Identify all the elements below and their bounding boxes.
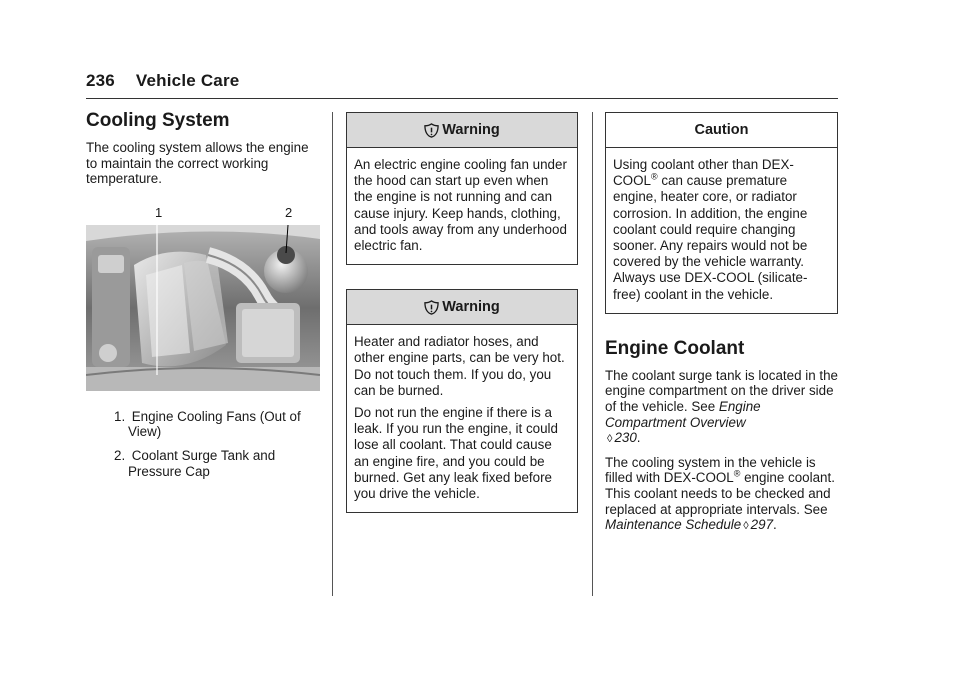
column-middle (346, 112, 578, 537)
figure-legend (86, 409, 320, 479)
figure-callouts (86, 203, 320, 225)
cooling-system-intro: The cooling system allows the engine to maintain the correct working temperature. (86, 140, 309, 187)
column-right (605, 112, 838, 542)
warning-text: An electric engine cooling fan under the hood can start up even when the engine is not running and can cause injury. Keep hands, clothing, and tools away from any underhood electric fan. (354, 157, 567, 254)
engine-coolant-heading: Engine Coolant (605, 337, 745, 359)
maintenance-schedule-link[interactable]: Maintenance Schedule (605, 517, 742, 533)
caution-title: Caution (694, 122, 749, 138)
warning-title: Warning (442, 122, 500, 138)
engine-compartment-overview-link[interactable]: Engine Compartment Overview (605, 399, 761, 430)
page-ref-230[interactable]: 230 (614, 430, 637, 446)
legend-item-2: 2. Coolant Surge Tank and Pressure Cap (114, 447, 276, 479)
caution-text: Using coolant other than DEX-COOL® can cause premature engine, heater core, or radiator corrosion. In addition, the engine coolant could require changing sooner. Any repairs would not be covered by the vehicle warranty. Always use DEX-COOL (silicate-free) coolant in the vehicle. (613, 157, 808, 302)
page-ref-297[interactable]: 297 (750, 517, 774, 533)
warning-header (347, 113, 577, 148)
engine-coolant-location: The coolant surge tank is located in the engine compartment on the driver side of the vehicle. See Engine Compartment Overview ◊ 230. (605, 367, 838, 446)
page-number: 236 (86, 71, 115, 90)
caution-box (605, 112, 838, 314)
page-header (86, 71, 239, 91)
section-title: Vehicle Care (135, 71, 240, 90)
engine-compartment-photo (86, 225, 320, 391)
column-divider-1 (332, 112, 333, 596)
warning-text-hot: Heater and radiator hoses, and other engine parts, can be very hot. Do not touch them. If you do, you can be burned. (354, 334, 565, 398)
warning-box-hoses (346, 289, 578, 513)
engine-coolant-dexcool: The cooling system in the vehicle is filled with DEX-COOL® engine coolant. This coolant needs to be checked and replaced at appropriate intervals. See Maintenance Schedule ◊ 297. (605, 454, 835, 533)
warning-text-leak: Do not run the engine if there is a leak. If you run the engine, it could lose all coolant. That could cause an engine fire, and you could be burned. Get any leak fixed before you drive the vehicle. (354, 405, 558, 502)
warning-icon (424, 300, 439, 315)
warning-header (347, 290, 577, 325)
cooling-system-heading: Cooling System (86, 110, 230, 131)
page-ref-arrow-icon: ◊ (607, 433, 613, 446)
header-rule (86, 98, 838, 99)
callout-1: 1 (155, 204, 163, 220)
warning-icon (424, 123, 439, 138)
callout-2: 2 (285, 204, 293, 220)
page-ref-arrow-icon: ◊ (743, 520, 749, 533)
column-left (86, 110, 320, 487)
column-divider-2 (592, 112, 593, 596)
warning-box-fan (346, 112, 578, 265)
caution-header (606, 113, 837, 148)
legend-item-1: 1. Engine Cooling Fans (Out of View) (114, 408, 301, 440)
warning-title: Warning (442, 299, 500, 316)
